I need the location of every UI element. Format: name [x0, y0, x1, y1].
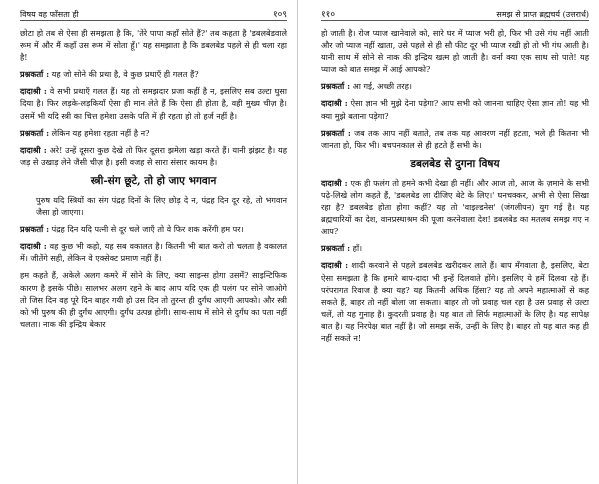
paragraph: पुरुष यदि स्त्रियों का संग पंद्रह दिनों के लिए छोड़ दे न, पंद्रह दिन दूर रहे, तो भगवान जैसा हो जाएगा। [36, 194, 287, 218]
right-page-number: ११० [321, 10, 336, 20]
speaker-label: दादाश्री : [321, 177, 348, 188]
left-page [0, 0, 297, 484]
right-page [297, 0, 599, 484]
speaker-label: प्रश्नकर्ता : [321, 81, 351, 92]
left-running-title: विषय वह फाँसता ही [20, 10, 79, 19]
speaker-label: प्रश्नकर्ता : [321, 127, 351, 138]
speaker-label: दादाश्री : [20, 144, 47, 155]
speaker-label: दादाश्री : [321, 260, 349, 271]
left-running-head [20, 6, 287, 21]
question-paragraph: प्रश्नकर्ता : लेकिन यह हमेशा रहता नहीं है न? [20, 127, 150, 138]
speaker-label: दादाश्री : [20, 86, 47, 97]
answer-paragraph: दादाश्री : एक ही फलंग तो हमने कभी देखा ही नहीं। और आज तो, आज के ज़माने के सभी पढ़े-लिखे लोग कहते हैं, 'डबलबेड ला दीजिए बेटे के लिए।' घनचक्कर, अभी से ऐसा सिखा रहा है? डबलबेड होता होगा कहीं? यह तो 'वाइल्डनेस' (जंगलीपन) युग गई है। यह ब्रह्मचारियों का देश, वानप्रस्थाश्रम की पूजा करनेवाला देश! डबलबेड का मतलब समझ गए न आप? [321, 177, 589, 237]
right-running-head [321, 6, 589, 21]
question-paragraph: प्रश्नकर्ता : पंद्रह दिन यदि पत्नी से दूर चले जाएँ तो वे फिर शक करेंगी हम पर। [20, 224, 244, 235]
speaker-label: प्रश्नकर्ता : [321, 243, 351, 254]
section-heading: स्त्री-संग छूटे, तो हो जाए भगवान [90, 174, 217, 187]
paragraph: हम कहते हैं, अकेले अलग कमरे में सोने के लिए, क्या साइन्स होगा उसमें? साइन्टिफिक कारण है इसके पीछे। सालभर अलग रहने के बाद आप यदि एक ही पलंग पर सोने जाओगे तो जिस दिन वह पूरे दिन बाहर गयी हो उस दिन तो तुरन्त ही दुर्गंध आएगी आपको। और स्त्री को भी पुरुष की ही दुर्गंध आएगी। दुर्गंध उत्पन्न होगी। साथ-साथ में सोने से दुर्गंध का पता नहीं चलता। नाक की इन्द्रिय बेकार [20, 270, 287, 329]
question-paragraph: प्रश्नकर्ता : जब तक आप नहीं बताते, तब तक यह आवरण नहीं हटता, भले ही कितना भी जानता हो, फिर भी। बचपनकाल से ही हटते हैं सभी के। [321, 127, 589, 150]
answer-paragraph: दादाश्री : शादी करवाने से पहले डबलबेड खरीदकर लाते हैं। बाप मँगवाता है, इसलिए, बेटा ऐसा समझता है कि हमारे बाप-दादा भी इन्हें दिलवाते होंगे। इसलिए ये हमें दिलवा रहे हैं। परंपरागत रिवाज है क्या यह? यह कितनी अधिक हिंसा? यह तो अपने महात्माओं से कह सकते हैं, बाहर तो नहीं बोला जा सकता। बाहर तो जो प्रवाह चल रहा है उस प्रवाह से उल्टा चलें, तो यह गुनाह है। कुदरती प्रवाह है। यह बात तो सिर्फ महात्माओं के लिए है। यह सापेक्ष बात है। यह निरपेक्ष बात नहीं है। जो समझ सकें, उन्हीं के लिए है। बाहर तो यह बात कह ही नहीं सकते न! [321, 260, 590, 343]
left-page-body [20, 27, 287, 330]
right-running-title: समझ से प्राप्त ब्रह्मचर्य (उत्तरार्ध) [496, 10, 589, 19]
right-page-body [321, 27, 589, 344]
speaker-label: दादाश्री : [20, 241, 47, 252]
speaker-label: प्रश्नकर्ता : [20, 127, 50, 138]
question-paragraph: प्रश्नकर्ता : आ गई, अच्छी तरह। [321, 81, 412, 92]
answer-paragraph: दादाश्री : वे सभी प्रथाएँ गलत हैं। यह तो समझदार प्रजा कहीं है न, इसलिए सब उल्टा घुसा दिया है। फिर लड़के-लड़कियाँ ऐसा ही मान लेते हैं कि ऐसा ही होता है, वही मुख्य चीज़ है। उसमें भी यदि स्त्री का चित्त हमेशा उसके पति में ही रहता हो तो हर्ज नहीं है। [20, 86, 287, 121]
paragraph: हो जाती है। रोज प्याज खानेवाले को, सारे घर में प्याज भरी हो, फिर भी उसे गंध नहीं आती और जो प्याज नहीं खाता, उसे पहले से ही सौ फीट दूर भी प्याज रखी हो तो भी गंध आती है। यानी साथ में सोने से नाक की इन्द्रिय खत्म हो जाती है। वर्ना क्या एक साथ सो पाते! यह प्याज को बात समझ में आई आपको? [321, 28, 589, 75]
section-heading: डबलबेड से दुगना विषय [410, 157, 500, 170]
question-paragraph: प्रश्नकर्ता : यह जो सोने की प्रथा है, वे कुछ प्रथाएँ ही गलत हैं? [20, 69, 199, 80]
answer-paragraph: दादाश्री : वह कुछ भी कहो, यह सब वकालत है। कितनी भी बात करो तो चलता है वकालत में। जीतेंगे सही, लेकिन वे एक्सेक्ट प्रमाण नहीं हैं। [20, 241, 287, 264]
answer-paragraph: दादाश्री : ऐसा ज्ञान भी मुझे देना पड़ेगा? आप सभी को जानना चाहिए ऐसा ज्ञान तो! यह भी क्या मुझे बताना पड़ेगा? [321, 98, 589, 121]
answer-paragraph: दादाश्री : अरे! उन्हें दूसरा कुछ देखे तो फिर दूसरा झमेला खड़ा करते हैं। यानी झंझट है। यह जड़ से उखाड़ लेने जैसी चीज़ है। इसी वजह से सारा संसार कायम है। [20, 144, 287, 167]
speaker-label: प्रश्नकर्ता : [20, 69, 50, 80]
question-paragraph: प्रश्नकर्ता : हाँ। [321, 243, 363, 254]
speaker-label: प्रश्नकर्ता : [20, 224, 50, 235]
speaker-label: दादाश्री : [321, 98, 348, 109]
left-page-number: १०९ [272, 10, 287, 20]
paragraph: छोटा हो तब से ऐसा ही समझता है कि, 'तेरे पापा कहाँ सोते हैं?' तब कहता है 'डबलबेडवाले रूम में और मैं कहाँ उस रूम में सोता हूँ।' यह समझाता है कि डबलबेड पहले से ही चला रहा है! [20, 28, 287, 63]
